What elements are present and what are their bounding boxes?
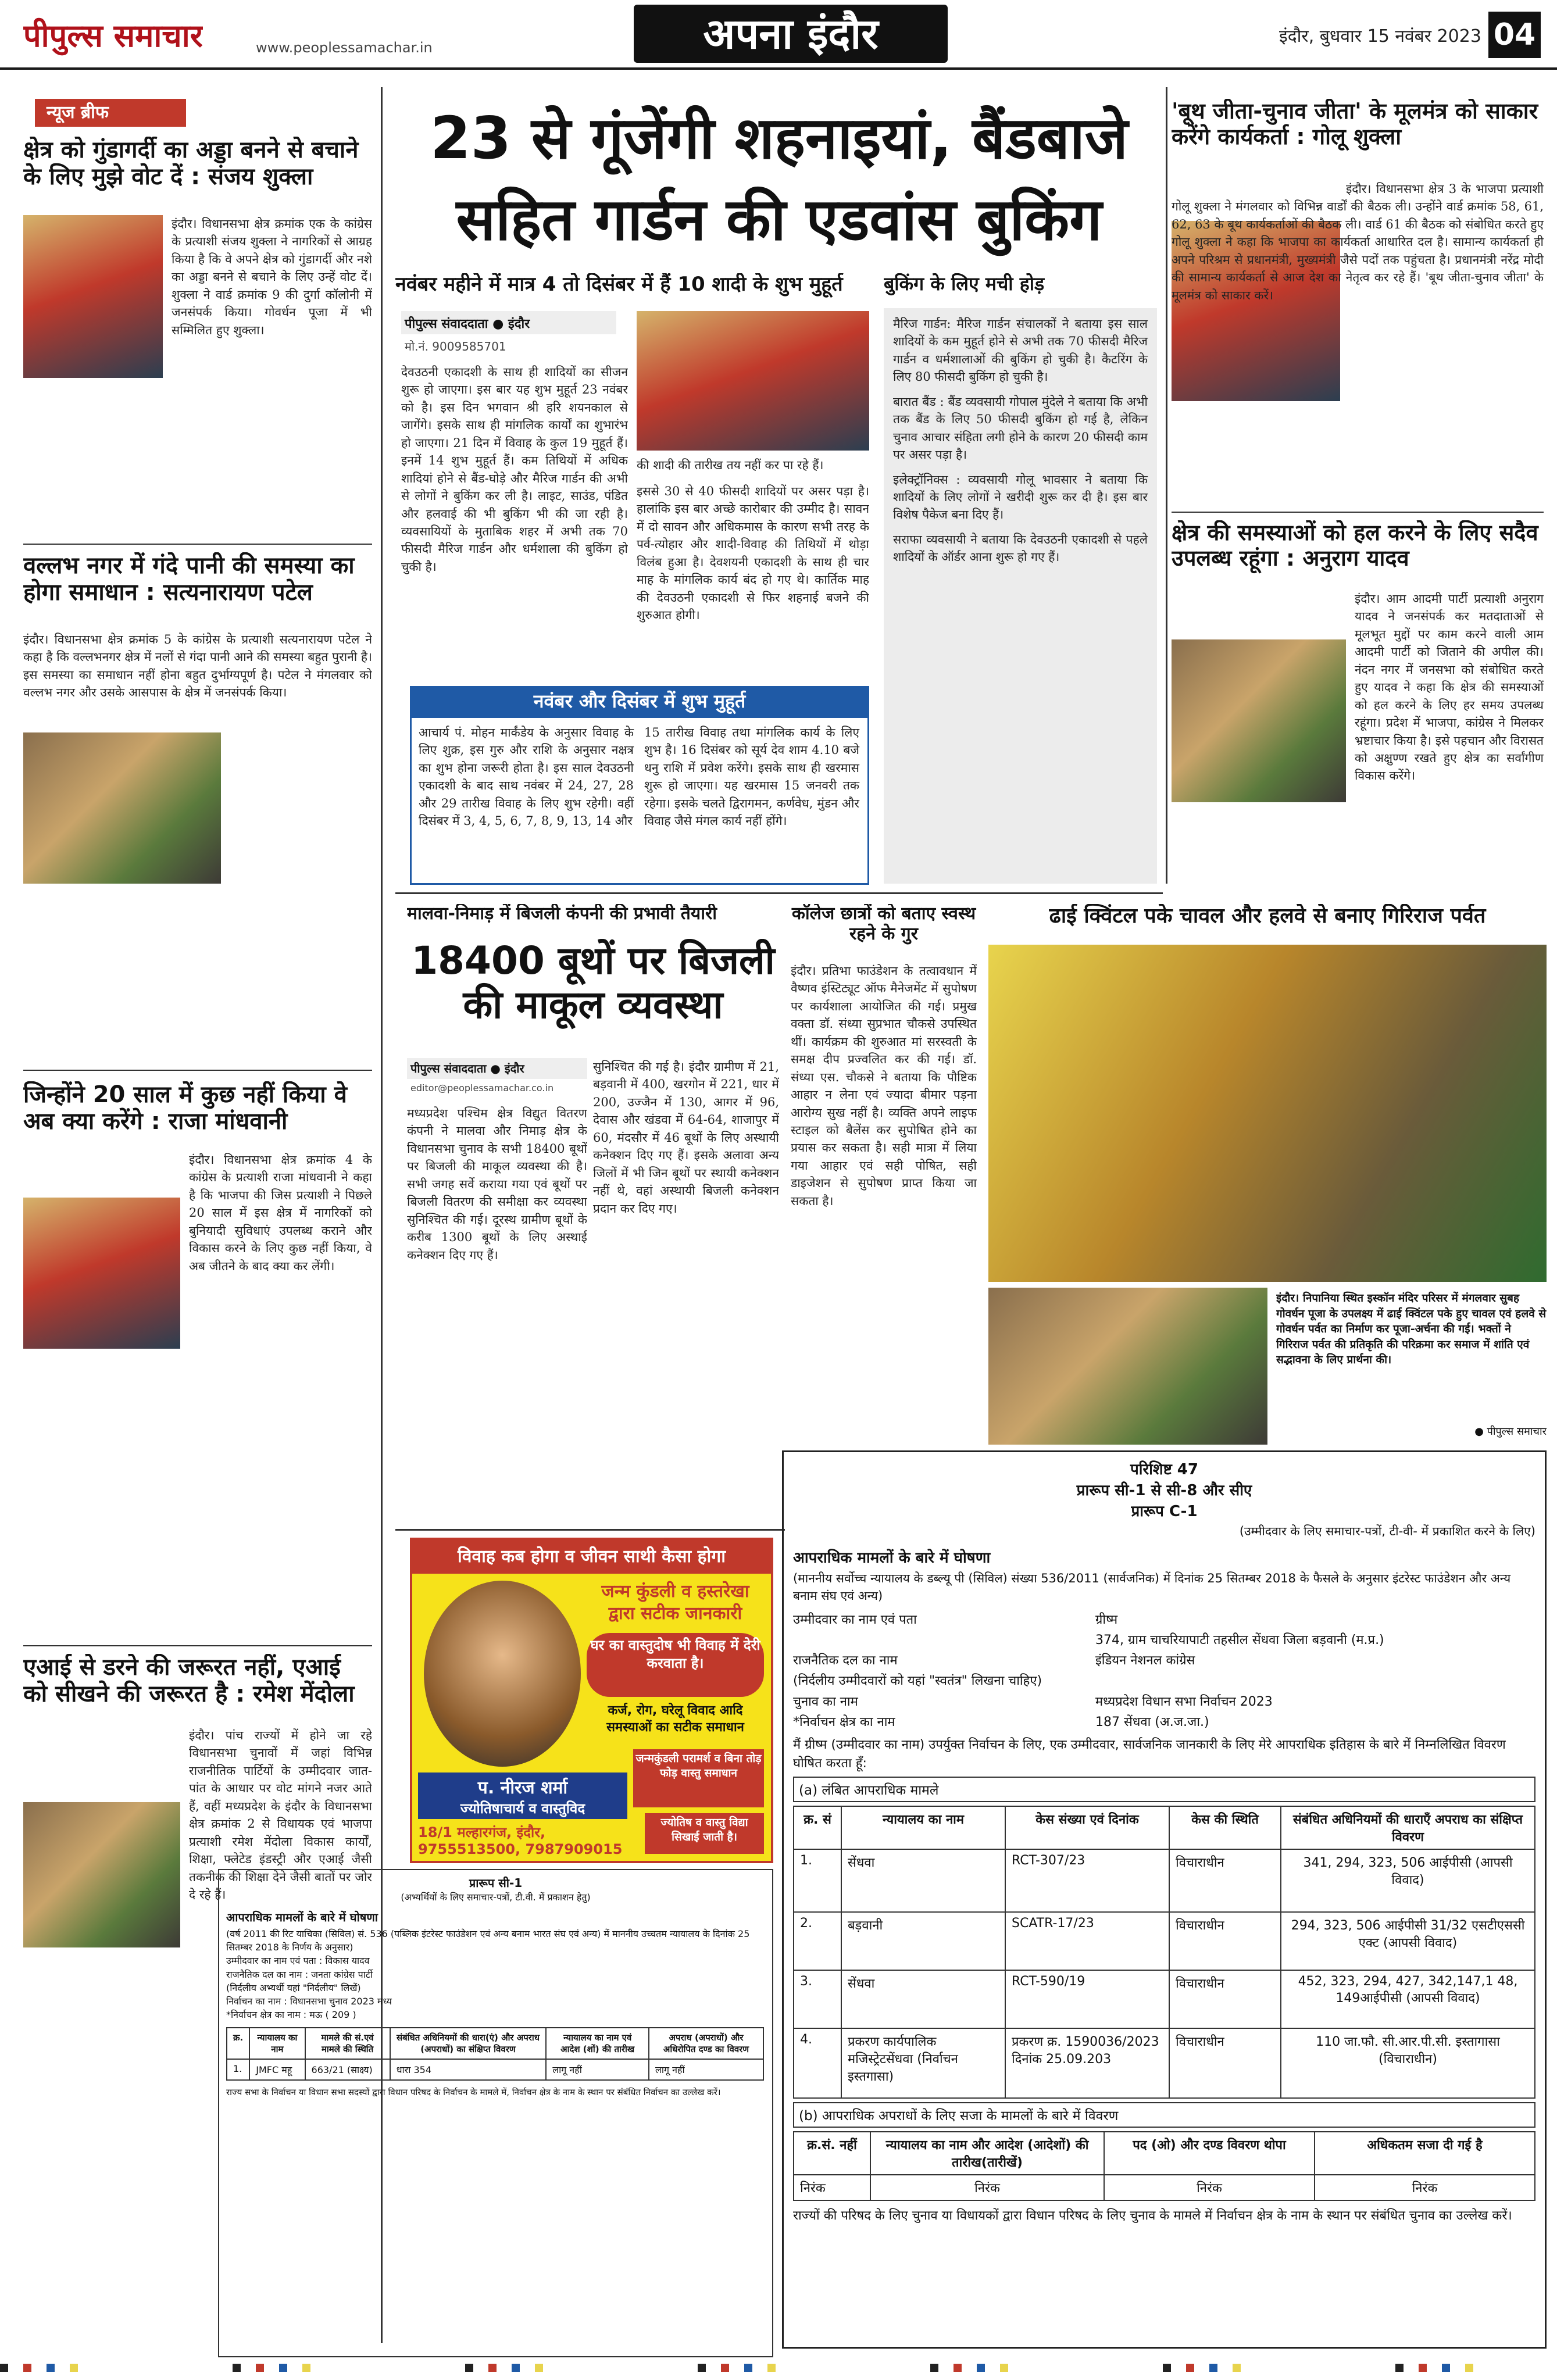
booking-sidebar bbox=[884, 308, 1157, 884]
small-table-cell: JMFC महू bbox=[249, 2059, 305, 2080]
form-title: प्रारूप C-1 bbox=[1131, 1503, 1198, 1520]
table-cell: SCATR-17/23 bbox=[1005, 1912, 1169, 1970]
convictions-table bbox=[793, 2131, 1535, 2201]
section-title: अपना इंदौर bbox=[634, 5, 948, 63]
photo-anurag-yadav bbox=[1172, 639, 1346, 802]
golu-shukla-headline[interactable]: 'बूथ जीता-चुनाव जीता' के मूलमंत्र को साकार करेंगे कार्यकर्ता : गोलू शुक्ला bbox=[1172, 99, 1538, 149]
news-brief-label: न्यूज ब्रीफ bbox=[35, 99, 186, 127]
power-body-1: मध्यप्रदेश पश्चिम क्षेत्र विद्युत वितरण कंपनी ने मालवा और निमाड़ क्षेत्र के विधानसभा चुनाव के सभी 18400 बूथों पर बिजली की माकूल व्यवस्था की है। सभी जगह सर्वे कराया गया एवं बूथों पर बिजली वितरण की समीक्षा कर व्यवस्था सुनिश्चित की गई। दूरस्थ ग्रामीण बूथों के करीब 1300 बूथों के लिए अस्थाई कनेक्शन दिए गए हैं। bbox=[407, 1106, 587, 1262]
table-header: संबंधित अधिनियमों की धाराएँ अपराध का संक्षिप्त विवरण bbox=[1281, 1806, 1535, 1849]
lead-photo-caption: की शादी की तारीख तय नहीं कर पा रहे हैं। bbox=[637, 458, 824, 472]
brief-headline-3[interactable]: जिन्होंने 20 साल में कुछ नहीं किया वे अब क्या करेंगे : राजा मांधवानी bbox=[23, 1081, 347, 1135]
table-cell: प्रकरण कार्यपालिक मजिस्ट्रेटसेंधवा (निर्वाचन इस्तगासा) bbox=[841, 2028, 1005, 2098]
field-label: चुनाव का नाम bbox=[793, 1694, 858, 1709]
declaration-heading: आपराधिक मामलों के बारे में घोषणा bbox=[793, 1549, 991, 1567]
sidebar-item: मैरिज गार्डन: मैरिज गार्डन संचालकों ने बताया इस साल शादियों के कम मुहूर्त होने से अभी तक 70 फीसदी मैरिज गार्डन व धर्मशालाओं की बुकिंग हो चुकी है। कैटरिंग के लिए 80 फीसदी बुकिंग हो चुकी है। bbox=[893, 317, 1148, 384]
declaration-preamble: (माननीय सर्वोच्च न्यायालय के डब्ल्यू पी (सिविल) संख्या 536/2011 (सार्वजनिक) में दिनांक 25 सितम्बर 2018 के फैसले के अनुसार इंटरेस्ट फाउंडेशन और अन्य बनाम संघ एवं अन्य) bbox=[793, 1571, 1511, 1603]
lead-body-mid: इससे 30 से 40 फीसदी शादियों पर असर पड़ा है। हालांकि इस बार अच्छे कारोबार की उम्मीद है। सावन में दो सावन और अधिकमास के कारण सभी तरह के पर्व-त्योहार और शादी-विवाह की तिथियों में थोड़ा विलंब हुआ है। देवशयनी एकादशी के साथ ही चार माह के मांगलिक कार्य बंद हो गए थे। कार्तिक माह की देवउठनी एकादशी से फिर शहनाई बजने की शुरुआत होगी। bbox=[637, 484, 869, 623]
form-audience: (उम्मीदवार के लिए समाचार-पत्रों, टी-वी- में प्रकाशित करने के लिए) bbox=[1239, 1524, 1535, 1538]
table-cell: 2. bbox=[794, 1912, 841, 1970]
table-header: न्यायालय का नाम bbox=[841, 1806, 1005, 1849]
field-value: ग्रीष्म bbox=[1095, 1612, 1118, 1627]
table-cell: निरंक bbox=[794, 2175, 870, 2200]
muhurat-right: 15 तारीख विवाह तथा मांगलिक कार्य के लिए शुभ है। 16 दिसंबर को सूर्य देव शाम 4.10 बजे धनु राशि में प्रवेश करेंगे। इसके साथ ही खरमास शुरू हो जाएगा। यह खरमास 15 जनवरी तक रहेगा। इसके चलते द्विरागमन, कर्णवेध, मुंडन और विवाह जैसे मंगल कार्य नहीं होंगे। bbox=[644, 726, 859, 828]
giriraj-caption: इंदौर। निपानिया स्थित इस्कॉन मंदिर परिसर में मंगलवार सुबह गोवर्धन पूजा के उपलक्ष्य में ढाई क्विंटल पके हुए चावल एवं हलवे से गोवर्धन पर्वत का निर्माण कर पूजा-अर्चना की गई। भक्तों ने गिरिराज पर्वत की प्रतिकृति की परिक्रमा कर समाज में शांति एवं सद्भावना के लिए प्रार्थना की। bbox=[1276, 1292, 1547, 1367]
lead-subhead: नवंबर महीने में मात्र 4 तो दिसंबर में हैं 10 शादी के शुभ मुहूर्त bbox=[395, 273, 843, 296]
table-cell: निरंक bbox=[1104, 2175, 1315, 2200]
small-notice-line: निर्वाचन का नाम : विधानसभा चुनाव 2023 मध्य bbox=[226, 1995, 392, 2007]
power-kicker: मालवा-निमाड़ में बिजली कंपनी की प्रभावी तैयारी bbox=[407, 904, 717, 924]
table-header: क्र.सं. नहीं bbox=[794, 2132, 870, 2175]
muhurat-left: आचार्य पं. मोहन मार्कंडेय के अनुसार विवाह के लिए शुक्र, इस गुरु और राशि के अनुसार नक्षत्र का शुभ होना जरूरी होता है। इस साल देवउठनी एकादशी के बाद साथ नवंबर में 24, 27, 28 और 29 तारीख विवाह के लिए शुभ रहेगी। वहीं दिसंबर में 3, 4, 5, 6, 7, 8, 9, 13, 14 और bbox=[419, 726, 634, 828]
small-notice-subtitle: (अभ्यर्थियों के लिए समाचार-पत्रों, टी.वी. में प्रकाशन हेतु) bbox=[401, 1892, 591, 1903]
small-criminal-notice bbox=[218, 1869, 773, 2357]
small-table-header: अपराध (अपराधों) और अधिरोपित दण्ड का विवरण bbox=[649, 2028, 763, 2059]
lead-mobile: मो.नं. 9009585701 bbox=[405, 340, 506, 353]
divider bbox=[1172, 512, 1544, 513]
table-cell: विचाराधीन bbox=[1169, 1912, 1281, 1970]
section-b-title: (b) आपराधिक अपराधों के लिए सजा के मामलों के बारे में विवरण bbox=[793, 2102, 1535, 2128]
field-label: (निर्दलीय उम्मीदवारों को यहां "स्वतंत्र" लिखना चाहिए) bbox=[793, 1674, 1042, 1689]
small-table-cell: 663/21 (साक्ष्य) bbox=[305, 2059, 390, 2080]
anurag-yadav-headline[interactable]: क्षेत्र की समस्याओं को हल करने के लिए सदैव उपलब्ध रहूंगा : अनुराग यादव bbox=[1172, 520, 1538, 571]
table-header: केस संख्या एवं दिनांक bbox=[1005, 1806, 1169, 1849]
small-notice-table bbox=[226, 2027, 764, 2081]
ad-address: 18/1 मल्हारगंज, इंदौर, bbox=[418, 1824, 546, 1841]
table-cell: 110 जा.फौ. सी.आर.पी.सी. इस्तागासा (विचाराधीन) bbox=[1281, 2028, 1535, 2098]
declaration-footer: राज्यों की परिषद के लिए चुनाव या विधायकों द्वारा विधान परिषद के लिए चुनाव के मामले में निर्वाचन क्षेत्र के नाम के स्थान पर संबंधित चुनाव का उल्लेख करें। bbox=[793, 2208, 1512, 2223]
lead-body-left: देवउठनी एकादशी के साथ ही शादियों का सीजन शुरू हो जाएगा। इस बार यह शुभ मुहूर्त 23 नवंबर को है। इस दिन भगवान श्री हरि शयनकाल से जागेंगे। इसके साथ ही मांगलिक कार्यों का शुभारंभ हो जाएगा। 21 दिन में विवाह के कुल 19 मुहूर्त हैं। इनमें 14 शुभ मुहूर्त हैं। कम तिथियों में अधिक शादियां होने से बैंड-घोड़े और मैरिज गार्डन की अभी से लोगों ने बुकिंग कर ली है। लाइट, साउंड, पंडित और हलवाई की भी बुकिंग भी की जा रही है। व्यवसायियों के मुताबिक शहर में अभी तक 70 फीसदी मैरिज गार्डन और धर्मशाला की बुकिंग हो चुकी है। bbox=[401, 365, 628, 574]
field-value bbox=[1095, 1671, 1535, 1691]
field-value: 374, ग्राम चाचरियापाटी तहसील सेंधवा जिला बड़वानी (म.प्र.) bbox=[1095, 1633, 1384, 1648]
giriraj-headline[interactable]: ढाई क्विंटल पके चावल और हलवे से बनाए गिरिराज पर्वत bbox=[1049, 904, 1486, 928]
table-cell: निरंक bbox=[870, 2175, 1104, 2200]
small-notice-line: (निर्दलीय अभ्यर्थी यहां "निर्दलीय" लिखें) bbox=[226, 1982, 361, 1993]
field-label: राजनैतिक दल का नाम bbox=[793, 1653, 898, 1668]
table-cell: विचाराधीन bbox=[1169, 1849, 1281, 1912]
divider bbox=[395, 1529, 785, 1531]
small-notice-line: *निर्वाचन क्षेत्र का नाम : मऊ ( 209 ) bbox=[226, 2009, 356, 2021]
table-cell: 4. bbox=[794, 2028, 841, 2098]
table-cell: 3. bbox=[794, 1970, 841, 2028]
small-table-header: मामले की सं.एवं मामले की स्थिति bbox=[305, 2028, 390, 2059]
golu-shukla-body: इंदौर। विधानसभा क्षेत्र 3 के भाजपा प्रत्याशी गोलू शुक्ला ने मंगलवार को विभिन्न वार्डों की बैठक ली। उन्होंने वार्ड क्रमांक 58, 61, 62, 63 के बूथ कार्यकर्ताओं की बैठक ली। वार्ड 61 की बैठक को संबोधित करते हुए गोलू शुक्ला ने कहा कि भाजपा का कार्यकर्ता आधारित दल है। सामान्य कार्यकर्ता ही अपने परिश्रम से प्रधानमंत्री, मुख्यमंत्री जैसे पदों तक पहुंचता है। प्रधानमंत्री नरेंद्र मोदी की सामान्य कार्यकर्ता से आज देश का नेतृत्व कर रहे हैं। 'बूथ जीता-चुनाव जीता' के मूलमंत्र को साकार करें। bbox=[1172, 182, 1544, 302]
small-table-header: संबंधित अधिनियमों की धारा(एं) और अपराध (अपराधों) का संक्षिप्त विवरण bbox=[390, 2028, 547, 2059]
field-value: 187 सेंधवा (अ.ज.जा.) bbox=[1095, 1714, 1209, 1729]
form-reference: प्रारूप सी-1 से सी-8 और सीए bbox=[1076, 1482, 1252, 1499]
small-notice-footer: राज्य सभा के निर्वाचन या विधान सभा सदस्यों द्वारा विधान परिषद के निर्वाचन के मामले में, निर्वाचन क्षेत्र के नाम के स्थान पर संबंधित निर्वाचन का उल्लेख करें। bbox=[226, 2087, 721, 2098]
divider bbox=[23, 1070, 372, 1071]
declaration-statement: मैं ग्रीष्म (उम्मीदवार का नाम) उपर्युक्त निर्वाचन के लिए, एक उम्मीदवार, सार्वजनिक जानकारी के लिए मेरे आपराधिक इतिहास के बारे में निम्नलिखित विवरण घोषित करता हूँ: bbox=[793, 1738, 1506, 1771]
brief-headline-2[interactable]: वल्लभ नगर में गंदे पानी की समस्या का होगा समाधान : सत्यनारायण पटेल bbox=[23, 552, 355, 606]
table-cell: सेंधवा bbox=[841, 1970, 1005, 2028]
table-header: न्यायालय का नाम और आदेश (आदेशों) की तारीख(तारीखें) bbox=[870, 2132, 1104, 2175]
table-cell: 294, 323, 506 आईपीसी 31/32 एसटीएससी एक्ट (आपसी विवाद) bbox=[1281, 1912, 1535, 1970]
small-table-header: न्यायालय का नाम bbox=[249, 2028, 305, 2059]
table-cell: विचाराधीन bbox=[1169, 1970, 1281, 2028]
brief-body-4: इंदौर। पांच राज्यों में होने जा रहे विधानसभा चुनावों में जहां विभिन्न राजनीतिक पार्टियों के उम्मीदवार जात-पांत के आधार पर वोट मांगने नजर आते हैं, वहीं मध्यप्रदेश के इंदौर के विधानसभा क्षेत्र क्रमांक 2 से विधायक एवं भाजपा प्रत्याशी रमेश मेंदोला विकास कार्यों, शिक्षा, फ्लेटेड इंडस्ट्री और एआई जैसी तकनीक की शिक्षा देने जैसी बातों पर जोर दे रहे हैं। bbox=[189, 1728, 372, 1902]
power-body-2: सुनिश्चित की गई है। इंदौर ग्रामीण में 21, बड़वानी में 400, खरगोन में 221, धार में 200, उज्जैन में 130, आगर में 96, देवास और खंडवा में 64-64, शाजापुर में 60, मंदसौर में 46 बूथों के लिए अस्थायी कनेक्शन दिए गए हैं। इसके अलावा अन्य जिलों में भी जिन बूथों पर स्थायी कनेक्शन नहीं थे, वहां अस्थायी बिजली कनेक्शन प्रदान कर दिए गए। bbox=[593, 1060, 779, 1216]
college-body: इंदौर। प्रतिभा फाउंडेशन के तत्वावधान में वैष्णव इंस्टिट्यूट ऑफ मैनेजमेंट में सुपोषण पर कार्यशाला आयोजित की गई। प्रमुख वक्ता डॉ. संध्या सुप्रभात चौकसे उपस्थित थीं। कार्यक्रम की शुरुआत मां सरस्वती के समक्ष दीप प्रज्वलित कर की गई। डॉ. संध्या एस. चौकसे ने बताया कि पौष्टिक आहार न लेना एवं ज्यादा बीमार पड़ना आरोग्य सुख नहीं है। व्यक्ति अपने लाइफ स्टाइल को बैलेंस कर सुपोषित होने का प्रयास कर सकता है। सही मात्रा में लिया गया आहार एवं सही पोषित, सही डाइजेशन से सुपोषण प्राप्त किया जा सकता है। bbox=[791, 964, 977, 1208]
divider bbox=[23, 1645, 372, 1646]
column-rule bbox=[1166, 87, 1167, 884]
power-byline: पीपुल्स संवाददाता ● इंदौर bbox=[407, 1058, 587, 1079]
small-table-cell: 1. bbox=[227, 2059, 249, 2080]
photo-satyanarayan-patel bbox=[23, 732, 221, 884]
booking-sidebar-title: बुकिंग के लिए मची होड़ bbox=[884, 273, 1045, 295]
table-cell: RCT-590/19 bbox=[1005, 1970, 1169, 2028]
photo-devotees bbox=[988, 1288, 1267, 1445]
newspaper-logo[interactable]: पीपुल्स समाचार bbox=[23, 17, 203, 54]
field-value: मध्यप्रदेश विधान सभा निर्वाचन 2023 bbox=[1095, 1694, 1273, 1709]
field-label: *निर्वाचन क्षेत्र का नाम bbox=[793, 1714, 895, 1729]
lead-byline: पीपुल्स संवाददाता ● इंदौर bbox=[401, 311, 616, 334]
table-cell: विचाराधीन bbox=[1169, 2028, 1281, 2098]
small-notice-line: उम्मीदवार का नाम एवं पता : विकास यादव bbox=[226, 1955, 370, 1967]
small-table-cell: लागू नहीं bbox=[649, 2059, 763, 2080]
table-cell: सेंधवा bbox=[841, 1849, 1005, 1912]
power-headline[interactable]: 18400 बूथों पर बिजली की माकूल व्यवस्था bbox=[411, 939, 775, 1027]
sidebar-item: बारात बैंड : बैंड व्यवसायी गोपाल मुंदेले ने बताया कि अभी तक बैंड के लिए 50 फीसदी बुकिंग हो गई है, लेकिन चुनाव आचार संहिता लगी होने के कारण 20 फीसदी काम पर असर पड़ा है। bbox=[893, 394, 1148, 462]
lead-headline-line2[interactable]: सहित गार्डन की एडवांस बुकिंग bbox=[456, 186, 1102, 253]
appendix-label: परिशिष्ट 47 bbox=[1130, 1461, 1198, 1478]
table-header: क्र. सं bbox=[794, 1806, 841, 1849]
lead-headline-line1[interactable]: 23 से गूंजेंगी शहनाइयां, बैंडबाजे bbox=[430, 105, 1128, 172]
sidebar-item: सराफा व्यवसायी ने बताया कि देवउठनी एकादशी से पहले शादियों के ऑर्डर आना शुरू हो गए हैं। bbox=[893, 532, 1148, 564]
photo-wedding-hands bbox=[637, 311, 869, 451]
college-headline[interactable]: कॉलेज छात्रों को बताए स्वस्थ रहने के गुर bbox=[791, 904, 976, 944]
divider bbox=[23, 544, 372, 545]
sidebar-item: इलेक्ट्रॉनिक्स : व्यवसायी गोलू भावसार ने बताया कि शादियों के लिए लोगों ने खरीदी शुरू कर दी है। इस बार विशेष पैकेज बना दिए हैं। bbox=[893, 472, 1148, 522]
photo-sanjay-shukla bbox=[23, 215, 163, 378]
brief-headline-4[interactable]: एआई से डरने की जरूरत नहीं, एआई को सीखने की जरूरत है : रमेश मेंदोला bbox=[23, 1654, 355, 1707]
small-notice-title: प्रारूप सी-1 bbox=[469, 1876, 523, 1890]
table-header: अधिकतम सजा दी गई है bbox=[1315, 2132, 1535, 2175]
small-notice-line: (वर्ष 2011 की रिट याचिका (सिविल) सं. 536 (पब्लिक इंटरेस्ट फाउंडेशन एवं अन्य बनाम भारत संघ एवं अन्य) में माननीय उच्चतम न्यायालय के दिनांक 25 सितम्बर 2018 के निर्णय के अनुसार) bbox=[226, 1928, 750, 1953]
table-cell: 1. bbox=[794, 1849, 841, 1912]
table-cell: 452, 323, 294, 427, 342,147,1 48, 149आईपीसी (आपसी विवाद) bbox=[1281, 1970, 1535, 2028]
small-notice-line: राजनैतिक दल का नाम : जनता कांग्रेस पार्टी bbox=[226, 1968, 373, 1980]
table-cell: निरंक bbox=[1315, 2175, 1535, 2200]
small-table-header: क्र. bbox=[227, 2028, 249, 2059]
small-table-cell: धारा 354 bbox=[390, 2059, 547, 2080]
muhurat-box-title: नवंबर और दिसंबर में शुभ मुहूर्त bbox=[410, 686, 869, 716]
table-cell: प्रकरण क्र. 1590036/2023 दिनांक 25.09.203 bbox=[1005, 2028, 1169, 2098]
brief-body-1: इंदौर। विधानसभा क्षेत्र क्रमांक एक के कांग्रेस के प्रत्याशी संजय शुक्ला ने नागरिकों से आग्रह किया है कि वे अपने क्षेत्र को गुंडागर्दी और नशे का अड्डा बनने से बचाने के लिए उन्हें वोट दें। शुक्ला ने वार्ड क्रमांक 9 की दुर्गा कॉलोनी में जनसंपर्क किया। गोवर्धन पूजा में भी सम्मिलित हुए शुक्ला। bbox=[172, 217, 372, 337]
ad-name: प. नीरज शर्मा bbox=[477, 1778, 568, 1798]
divider bbox=[395, 892, 1163, 894]
print-registration-marks bbox=[0, 2364, 1557, 2372]
pending-cases-table bbox=[793, 1806, 1535, 2099]
ad-astrologer-photo bbox=[424, 1581, 581, 1767]
photo-raja-mandhwani bbox=[23, 1198, 180, 1349]
brief-body-2: इंदौर। विधानसभा क्षेत्र क्रमांक 5 के कांग्रेस के प्रत्याशी सत्यनारायण पटेल ने कहा है कि वल्लभनगर क्षेत्र में नलों से गंदा पानी आने की समस्या बहुत पुरानी है। इस समस्या का समाधान नहीं होना बहुत दुर्भाग्यपूर्ण है। पटेल ने मंगलवार को वल्लभ नगर और उसके आसपास के क्षेत्र में जनसंपर्क किया। bbox=[23, 632, 372, 700]
muhurat-box bbox=[410, 716, 869, 885]
ad-tag: ज्योतिष व वास्तु विद्या सिखाई जाती है। bbox=[645, 1813, 764, 1854]
ad-title: ज्योतिषाचार्य व वास्तुविद bbox=[460, 1800, 585, 1817]
ad-top-banner: विवाह कब होगा व जीवन साथी कैसा होगा bbox=[412, 1540, 771, 1574]
ad-line-1: जन्म कुंडली व हस्तरेखा द्वारा सटीक जानकारी bbox=[601, 1581, 749, 1624]
photo-credit: ● पीपुल्स समाचार bbox=[1474, 1425, 1547, 1438]
criminal-record-declaration bbox=[782, 1450, 1547, 2349]
page-number: 04 bbox=[1488, 12, 1541, 58]
power-email[interactable]: editor@peoplessamachar.co.in bbox=[410, 1082, 554, 1093]
ad-line-3: जन्मकुंडली परामर्श व बिना तोड़ फोड़ वास्तु समाधान bbox=[633, 1749, 764, 1807]
section-a-title: (a) लंबित आपराधिक मामले bbox=[793, 1777, 1535, 1802]
field-label bbox=[793, 1630, 1095, 1650]
anurag-yadav-body: इंदौर। आम आदमी पार्टी प्रत्याशी अनुराग यादव ने जनसंपर्क कर मतदाताओं से मूलभूत मुद्दों पर काम करने वाली आम आदमी पार्टी को जिताने की अपील की। नंदन नगर में जनसभा को संबोधित करते हुए यादव ने कहा कि क्षेत्र की समस्याओं को हल करने के लिए हर समय उपलब्ध रहूंगा। प्रदेश में भाजपा, कांग्रेस ने मिलकर भ्रष्टाचार किया है। इसे पहचान और विरासत को अक्षुण्ण रखते हुए क्षेत्र का सर्वांगीण विकास करेंगे। bbox=[1355, 592, 1544, 783]
table-cell: बड़वानी bbox=[841, 1912, 1005, 1970]
small-table-cell: लागू नहीं bbox=[546, 2059, 649, 2080]
ad-bubble: घर का वास्तुदोष भी विवाह में देरी करवाता है। bbox=[587, 1633, 764, 1697]
ad-phones[interactable]: 9755513500, 7987909015 bbox=[418, 1841, 623, 1857]
candidate-fields bbox=[793, 1610, 1535, 1732]
brief-body-3: इंदौर। विधानसभा क्षेत्र क्रमांक 4 के कांग्रेस के प्रत्याशी राजा मांधवानी ने कहा है कि भाजपा की जिस प्रत्याशी ने पिछले 20 साल में इस क्षेत्र में नागरिकों को बुनियादी सुविधाएं उपलब्ध कराने और विकास करने के लिए कुछ नहीं किया, वे अब जीतने के बाद क्या कर लेंगी। bbox=[189, 1153, 372, 1273]
photo-giriraj-parvat bbox=[988, 945, 1547, 1282]
field-label: उम्मीदवार का नाम एवं पता bbox=[793, 1612, 917, 1627]
brief-headline-1[interactable]: क्षेत्र को गुंडागर्दी का अड्डा बनने से बचाने के लिए मुझे वोट दें : संजय शुक्ला bbox=[23, 137, 359, 190]
table-header: पद (ओ) और दण्ड विवरण थोपा bbox=[1104, 2132, 1315, 2175]
table-cell: RCT-307/23 bbox=[1005, 1849, 1169, 1912]
small-notice-heading: आपराधिक मामलों के बारे में घोषणा bbox=[226, 1910, 378, 1924]
table-header: केस की स्थिति bbox=[1169, 1806, 1281, 1849]
website-url[interactable]: www.peoplessamachar.in bbox=[256, 40, 433, 56]
brief-body-1-cont bbox=[23, 389, 372, 535]
field-value: इंडियन नेशनल कांग्रेस bbox=[1095, 1653, 1195, 1668]
astrology-advertisement[interactable] bbox=[410, 1538, 773, 1863]
photo-ramesh-mendola bbox=[23, 1802, 180, 1947]
issue-date: इंदौर, बुधवार 15 नवंबर 2023 bbox=[1279, 26, 1481, 47]
table-cell: 341, 294, 323, 506 आईपीसी (आपसी विवाद) bbox=[1281, 1849, 1535, 1912]
small-table-header: न्यायालय का नाम एवं आदेश (शों) की तारीख bbox=[546, 2028, 649, 2059]
ad-name-plate bbox=[418, 1773, 627, 1819]
ad-line-2: कर्ज, रोग, घरेलू विवाद आदि समस्याओं का सटीक समाधान bbox=[606, 1703, 744, 1735]
